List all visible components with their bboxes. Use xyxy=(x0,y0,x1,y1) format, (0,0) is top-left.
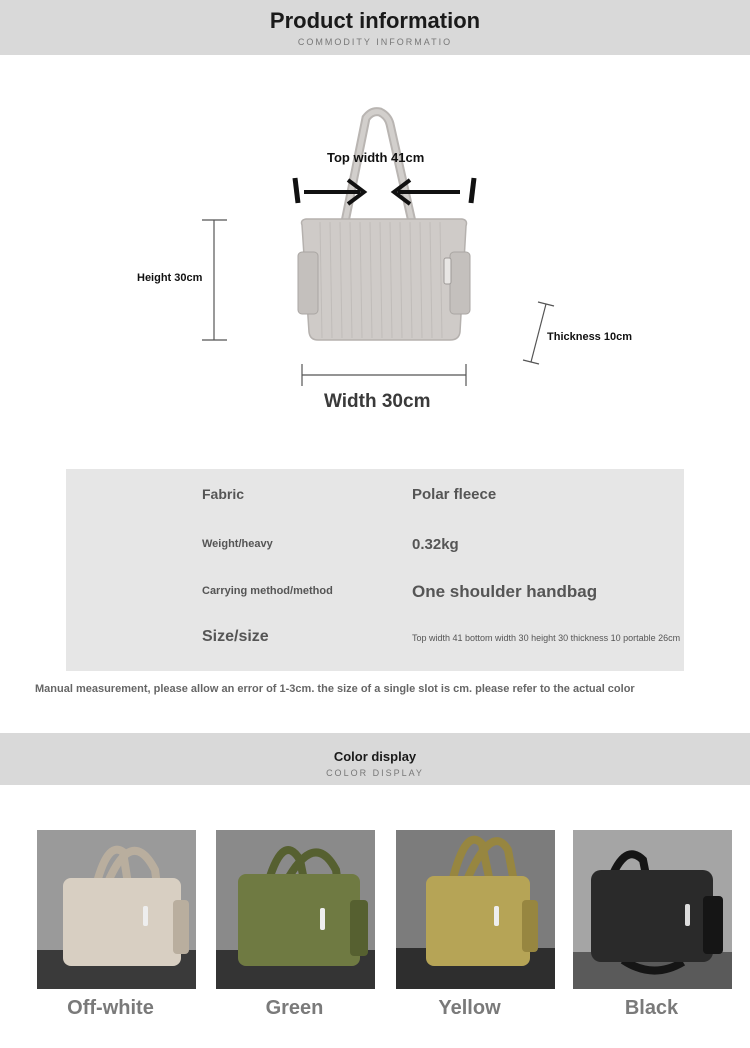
color-swatch-yellow[interactable] xyxy=(396,830,555,989)
spec-value: 0.32kg xyxy=(412,536,459,553)
bag-photo-black xyxy=(573,830,732,989)
spec-key: Carrying method/method xyxy=(202,585,333,597)
height-label: Height 30cm xyxy=(137,272,203,284)
spec-table xyxy=(66,469,684,671)
spec-key: Weight/heavy xyxy=(202,538,273,550)
product-info-subtitle: COMMODITY INFORMATIO xyxy=(297,37,453,47)
color-display-title: Color display xyxy=(333,749,417,764)
spec-value: Top width 41 bottom width 30 height 30 thickness 10 portable 26cm xyxy=(412,633,681,643)
dimension-diagram xyxy=(0,56,750,456)
color-name-off-white: Off-white xyxy=(67,997,154,1019)
color-swatch-off-white[interactable] xyxy=(37,830,196,989)
measurement-note: Manual measurement, please allow an error of 1-3cm. the size of a single slot is cm. please refer to the actual color xyxy=(35,683,635,695)
spec-value: One shoulder handbag xyxy=(412,582,598,601)
spec-value: Polar fleece xyxy=(412,486,497,503)
spec-key: Fabric xyxy=(202,486,245,502)
color-name-green: Green xyxy=(265,997,324,1019)
width-label: Width 30cm xyxy=(324,391,431,412)
product-info-banner xyxy=(0,0,750,55)
color-swatch-green[interactable] xyxy=(216,830,375,989)
color-swatch-black[interactable] xyxy=(573,830,732,989)
bag-photo-yellow xyxy=(396,830,555,989)
top-width-label: Top width 41cm xyxy=(327,150,425,165)
thickness-label: Thickness 10cm xyxy=(547,331,632,343)
product-info-title: Product information xyxy=(269,8,481,33)
color-name-black: Black xyxy=(624,997,679,1019)
spec-key: Size/size xyxy=(202,628,269,645)
color-display-banner xyxy=(0,733,750,785)
color-display-subtitle: COLOR DISPLAY xyxy=(326,768,424,778)
bag-photo-off-white xyxy=(37,830,196,989)
top-width-marker-left xyxy=(295,178,298,203)
top-width-marker-right xyxy=(471,178,474,203)
color-name-yellow: Yellow xyxy=(438,997,501,1019)
bag-photo-green xyxy=(216,830,375,989)
